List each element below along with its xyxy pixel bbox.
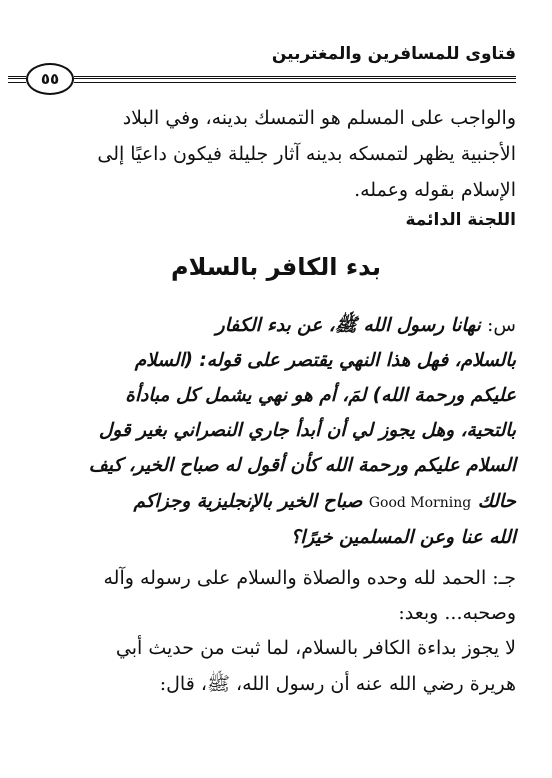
question-line-6-end: صباح الخير بالإنجليزية وجزاكم (133, 491, 363, 512)
question-text-1: نهانا رسول الله ﷺ، عن بدء الكفار (215, 315, 481, 336)
english-phrase: Good Morning (368, 495, 472, 511)
question-line-6 (40, 486, 516, 519)
question-line-6-start: حالك (477, 491, 516, 512)
question-marker: س: (487, 315, 516, 336)
answer-line-1 (40, 562, 516, 594)
answer-line-4: هريرة رضي الله عنه أن رسول الله، ﷺ، قال: (159, 673, 516, 695)
question-line-2: بالسلام، فهل هذا النهي يقتصر على قوله: (السلام (134, 350, 516, 371)
page-number-rule-thin (8, 82, 26, 83)
question-line-1 (40, 310, 516, 342)
header-rule (74, 76, 516, 79)
question-line-3: عليكم ورحمة الله) لمَ، أم هو نهي يشمل كل مبادأة (125, 385, 516, 406)
section-title: بدء الكافر بالسلام (171, 253, 381, 281)
signature: اللجنة الدائمة (405, 210, 516, 230)
answer-line-3: لا يجوز بداءة الكافر بالسلام، لما ثبت من حديث أبي (115, 637, 516, 659)
answer-marker: جـ: (492, 567, 516, 589)
page-number-rule (8, 76, 26, 79)
page-number: ٥٥ (26, 63, 74, 95)
intro-line-2: الأجنبية يظهر لتمسكه بدينه آثار جليلة فيكون داعيًا إلى (97, 143, 516, 165)
answer-line-2: وصحبه... وبعد: (398, 602, 516, 624)
running-header-title: فتاوى للمسافرين والمغتربين (271, 44, 516, 64)
header-rule-thin (74, 82, 516, 83)
question-line-4: بالتحية، وهل يجوز لي أن أبدأ جاري النصراني بغير قول (98, 420, 516, 441)
question-line-7: الله عنا وعن المسلمين خيرًا؟ (290, 527, 516, 548)
answer-text-1: الحمد لله وحده والصلاة والسلام على رسوله وآله (103, 567, 487, 589)
intro-line-3: الإسلام بقوله وعمله. (354, 179, 516, 201)
intro-line-1: والواجب على المسلم هو التمسك بدينه، وفي البلاد (122, 107, 516, 129)
question-line-5: السلام عليكم ورحمة الله كأن أقول له صباح الخير، كيف (88, 455, 516, 476)
